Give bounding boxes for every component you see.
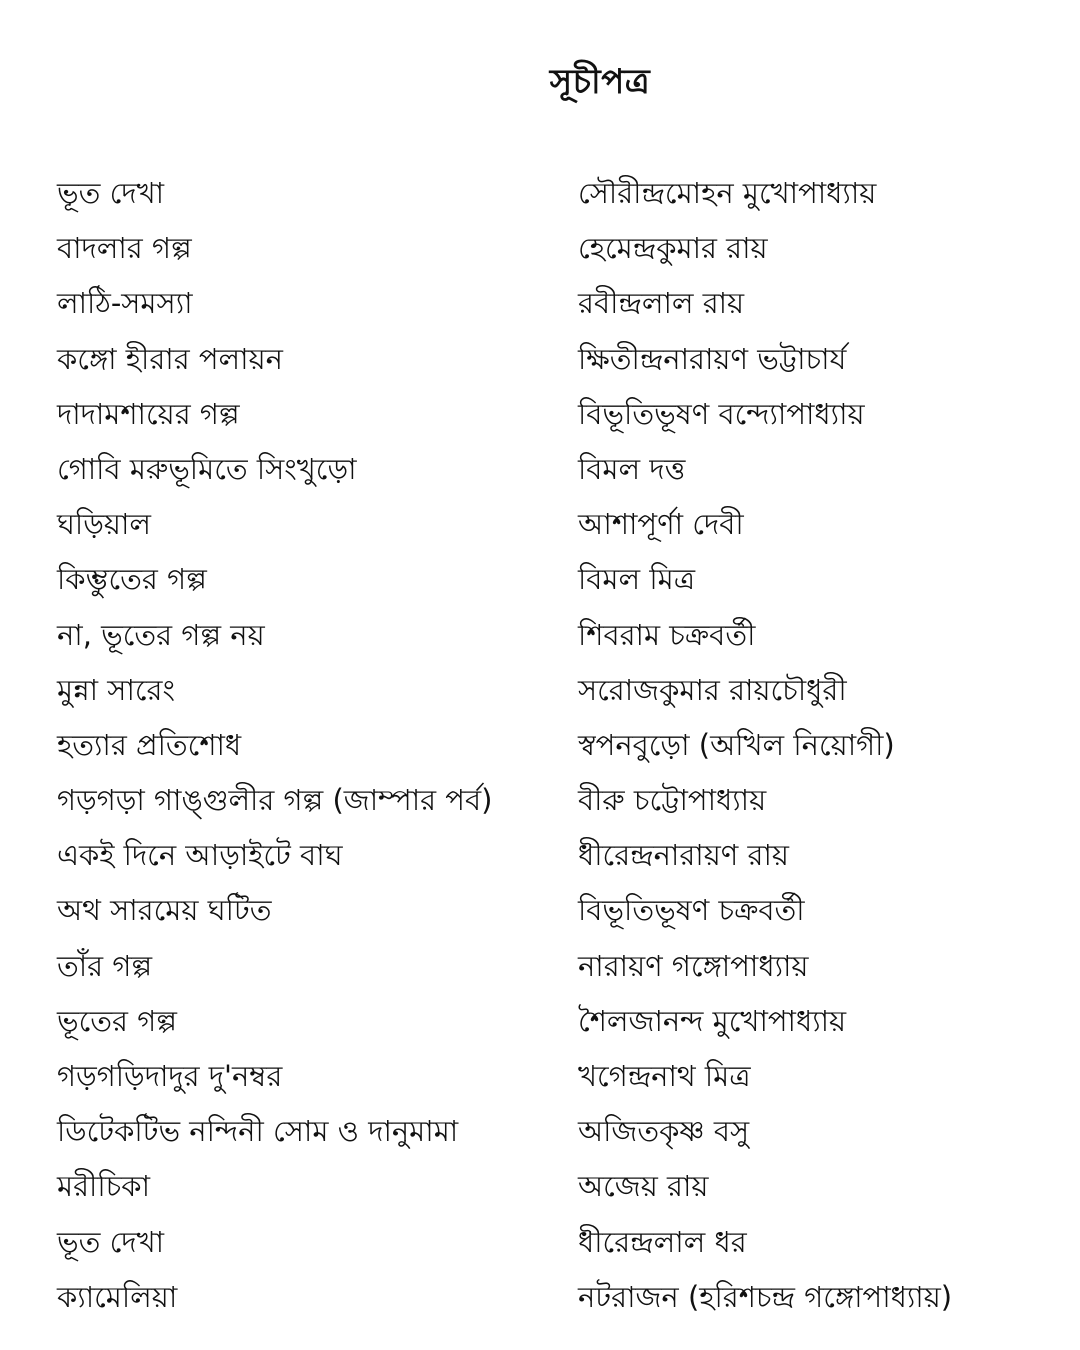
author-name: সরোজকুমার রায়চৌধুরী — [578, 672, 847, 707]
list-item — [57, 828, 1067, 883]
list-item — [57, 276, 1067, 331]
list-item — [57, 608, 1067, 663]
author-name: স্বপনবুড়ো (অখিল নিয়োগী) — [578, 727, 895, 762]
author-name: শৈলজানন্দ মুখোপাধ্যায় — [578, 1003, 847, 1038]
list-item — [57, 939, 1067, 994]
author-name: বিমল দত্ত — [578, 451, 686, 486]
story-title: হত্যার প্রতিশোধ — [57, 727, 242, 762]
story-title: ভূত দেখা — [57, 176, 165, 210]
list-item — [57, 166, 1067, 221]
story-title: ভূতের গল্প — [57, 1003, 177, 1038]
list-item — [57, 1049, 1067, 1104]
author-name: ধীরেন্দ্রনারায়ণ রায় — [578, 838, 789, 873]
author-name: অজিতকৃষ্ণ বসু — [578, 1114, 750, 1149]
story-title: ভূত দেখা — [57, 1224, 165, 1259]
author-name: সৌরীন্দ্রমোহন মুখোপাধ্যায় — [578, 176, 877, 210]
list-item — [57, 663, 1067, 718]
story-title: ঘড়িয়াল — [57, 507, 152, 542]
list-item — [57, 497, 1067, 552]
author-name: রবীন্দ্রলাল রায় — [578, 286, 745, 321]
list-item — [57, 883, 1067, 938]
story-title: গড়গড়া গাঙ্গুলীর গল্প (জাম্পার পর্ব) — [57, 783, 493, 818]
author-name: অজেয় রায় — [578, 1169, 709, 1204]
list-item — [57, 442, 1067, 497]
author-name: শিবরাম চক্রবর্তী — [578, 617, 756, 652]
author-name: বিভূতিভূষণ বন্দ্যোপাধ্যায় — [578, 396, 865, 431]
story-title: গোবি মরুভূমিতে সিংখুড়ো — [57, 451, 357, 486]
contents-list — [57, 166, 1067, 1325]
list-item — [57, 718, 1067, 773]
story-title: কঙ্গো হীরার পলায়ন — [57, 341, 283, 376]
list-item — [57, 1215, 1067, 1270]
story-title: অথ সারমেয় ঘটিত — [57, 893, 272, 928]
list-item — [57, 332, 1067, 387]
story-title: একই দিনে আড়াইটে বাঘ — [57, 838, 343, 873]
story-title: ক্যামেলিয়া — [57, 1279, 178, 1314]
story-title: মরীচিকা — [57, 1169, 150, 1204]
list-item — [57, 1104, 1067, 1159]
author-name: বীরু চট্টোপাধ্যায় — [578, 783, 767, 818]
story-title: ডিটেকটিভ নন্দিনী সোম ও দানুমামা — [57, 1114, 459, 1149]
list-item — [57, 773, 1067, 828]
author-name: ক্ষিতীন্দ্রনারায়ণ ভট্টাচার্য — [578, 341, 847, 376]
author-name: বিমল মিত্র — [578, 562, 696, 597]
story-title: না, ভূতের গল্প নয় — [57, 617, 265, 652]
list-item — [57, 994, 1067, 1049]
story-title: কিম্ভুতের গল্প — [57, 562, 207, 597]
list-item — [57, 1270, 1067, 1325]
author-name: বিভূতিভূষণ চক্রবর্তী — [578, 893, 805, 928]
author-name: হেমেন্দ্রকুমার রায় — [578, 231, 768, 266]
page-title: সূচীপত্র — [549, 62, 651, 102]
story-title: বাদলার গল্প — [57, 231, 192, 266]
list-item — [57, 1159, 1067, 1214]
author-name: আশাপূর্ণা দেবী — [578, 507, 744, 542]
author-name: খগেন্দ্রনাথ মিত্র — [578, 1059, 751, 1093]
list-item — [57, 387, 1067, 442]
story-title: গড়গড়িদাদুর দু'নম্বর — [57, 1059, 283, 1093]
story-title: মুন্না সারেং — [57, 672, 175, 707]
story-title: দাদামশায়ের গল্প — [57, 396, 240, 431]
story-title: লাঠি-সমস্যা — [57, 286, 193, 321]
story-title: তাঁর গল্প — [57, 948, 153, 983]
author-name: নারায়ণ গঙ্গোপাধ্যায় — [578, 948, 809, 983]
list-item — [57, 552, 1067, 607]
list-item — [57, 221, 1067, 276]
author-name: ধীরেন্দ্রলাল ধর — [578, 1224, 747, 1259]
author-name: নটরাজন (হরিশচন্দ্র গঙ্গোপাধ্যায়) — [578, 1279, 953, 1314]
